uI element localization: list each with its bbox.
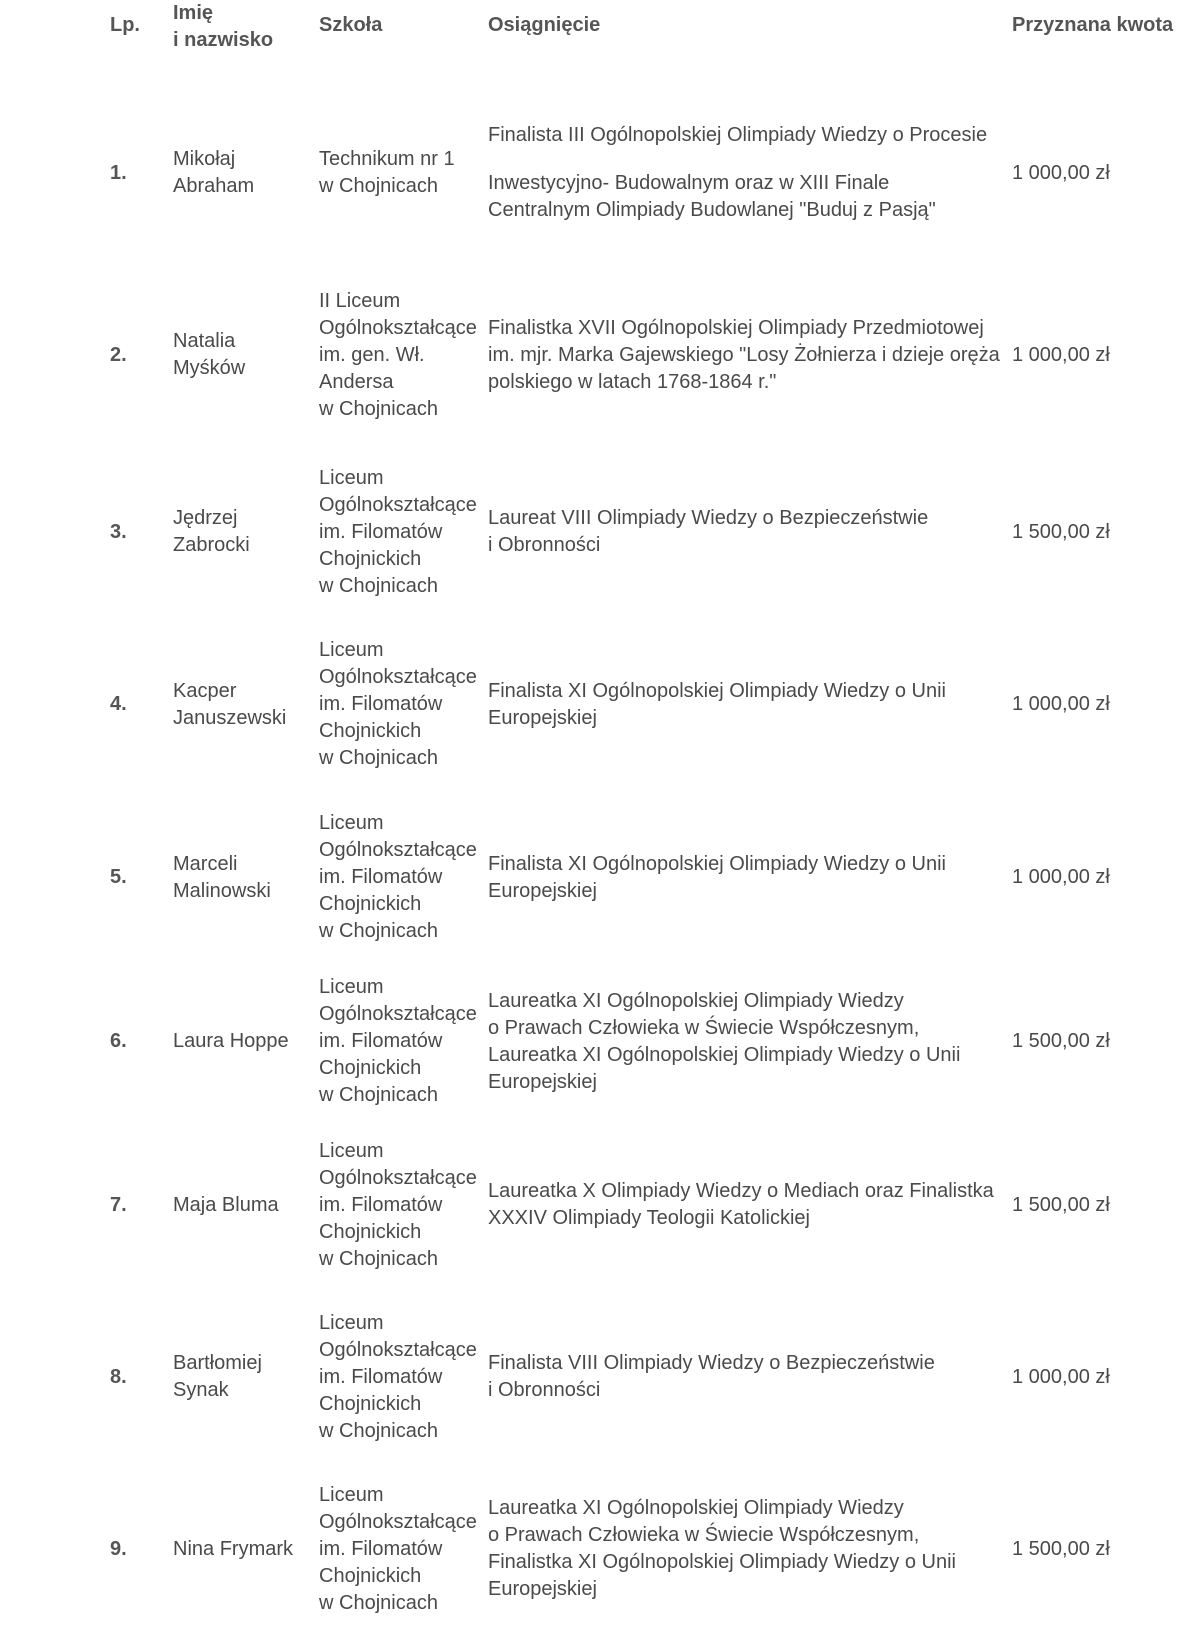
school-line: im. Filomatów	[319, 1030, 443, 1052]
school-line: im. Filomatów	[319, 693, 443, 715]
school	[313, 618, 482, 791]
achievement	[482, 1119, 1006, 1291]
achievement-line: Finalista XI Ogólnopolskiej Olimpiady Wiedzy o Unii	[488, 852, 946, 875]
student-name-line: Marceli	[173, 852, 238, 875]
table-header	[104, 0, 1176, 82]
student-name-line: Malinowski	[173, 879, 271, 902]
school-line: Technikum nr 1	[319, 148, 455, 170]
achievement-line: Finalista III Ogólnopolskiej Olimpiady Wiedzy o Procesie	[488, 124, 988, 146]
student-name	[167, 1463, 313, 1635]
school	[313, 1119, 482, 1291]
school-line: Ogólnokształcące	[319, 666, 477, 688]
school-line: w Chojnicach	[319, 175, 438, 197]
table-row	[104, 82, 1176, 264]
school-line: Chojnickich	[319, 1220, 422, 1243]
table-row	[104, 618, 1176, 791]
school	[313, 446, 482, 618]
achievement-line: Laureatka XI Ogólnopolskiej Olimpiady Wiedzy o Unii	[488, 1043, 961, 1066]
achievement	[482, 1463, 1006, 1635]
school-line: Ogólnokształcące	[319, 1003, 477, 1025]
student-name	[167, 1291, 313, 1463]
school-line: Chojnickich	[319, 720, 422, 742]
school-line: w Chojnicach	[319, 574, 438, 597]
school-line: Liceum	[319, 812, 384, 834]
awarded-amount: 1 500,00 zł	[1012, 1030, 1110, 1052]
student-name	[167, 1119, 313, 1291]
school-line: im. Filomatów	[319, 1193, 443, 1216]
student-name	[167, 446, 313, 618]
achievement-line: Laureatka XI Ogólnopolskiej Olimpiady Wiedzy	[488, 989, 904, 1012]
awarded-amount: 1 000,00 zł	[1012, 161, 1110, 184]
school-line: Liceum	[319, 639, 384, 661]
table-row	[104, 1119, 1176, 1291]
student-name-line: Synak	[173, 1379, 229, 1401]
school-line: Ogólnokształcące	[319, 1338, 477, 1361]
table-row	[104, 1291, 1176, 1463]
header-lp: Lp.	[110, 14, 140, 36]
row-number: 1.	[110, 161, 127, 184]
achievement-line: polskiego w latach 1768-1864 r."	[488, 370, 777, 393]
achievement	[482, 1291, 1006, 1463]
school-line: Ogólnokształcące	[319, 493, 477, 516]
school-line: Liceum	[319, 1139, 384, 1162]
achievement-line: XXXIV Olimpiady Teologii Katolickiej	[488, 1207, 811, 1229]
school-line: Chojnickich	[319, 1392, 422, 1415]
table-row	[104, 1463, 1176, 1635]
table-row	[104, 791, 1176, 964]
table-body	[104, 82, 1176, 1635]
student-name-line: Jędrzej	[173, 507, 238, 529]
achievement-line: Europejskiej	[488, 879, 597, 902]
achievement-line: Laureat VIII Olimpiady Wiedzy o Bezpieczeństwie	[488, 507, 929, 529]
school-line: im. gen. Wł.	[319, 343, 425, 366]
row-number: 3.	[110, 520, 127, 543]
school-line: Ogólnokształcące	[319, 316, 477, 339]
school-line: im. Filomatów	[319, 866, 443, 888]
school-line: Andersa	[319, 370, 394, 393]
achievement-line: Centralnym Olimpiady Budowlanej "Buduj z Pasją"	[488, 199, 936, 221]
student-name-line: Abraham	[173, 175, 255, 197]
school-line: w Chojnicach	[319, 1247, 438, 1270]
school-line: im. Filomatów	[319, 1365, 443, 1388]
school-line: Liceum	[319, 1311, 384, 1334]
student-name-line: Januszewski	[173, 706, 287, 729]
student-name	[167, 618, 313, 791]
awarded-amount: 1 500,00 zł	[1012, 1193, 1110, 1216]
row-number: 6.	[110, 1030, 127, 1052]
student-name-line: Natalia	[173, 330, 236, 352]
achievement-line: i Obronności	[488, 1379, 601, 1401]
awarded-amount: 1 000,00 zł	[1012, 343, 1110, 366]
achievement-line: im. mjr. Marka Gajewskiego "Losy Żołnierza i dzieje oręża	[488, 343, 1000, 366]
header-school: Szkoła	[319, 14, 383, 36]
school-line: II Liceum	[319, 289, 401, 312]
row-number: 5.	[110, 866, 127, 888]
school-line: Chojnickich	[319, 893, 422, 915]
achievement	[482, 618, 1006, 791]
school-line: Ogólnokształcące	[319, 1166, 477, 1189]
row-number: 8.	[110, 1365, 127, 1388]
school-line: w Chojnicach	[319, 747, 438, 769]
achievement	[482, 791, 1006, 964]
paragraph-gap	[488, 149, 1006, 170]
table-row	[104, 264, 1176, 446]
student-name-line: Mikołaj	[173, 148, 236, 170]
student-name-line: Kacper	[173, 679, 237, 702]
student-name-line: Nina Frymark	[173, 1537, 294, 1560]
achievement-line: Laureatka X Olimpiady Wiedzy o Mediach oraz Finalistka	[488, 1180, 994, 1202]
school-line: Chojnickich	[319, 1564, 422, 1587]
student-name	[167, 82, 313, 264]
student-name-line: Maja Bluma	[173, 1193, 279, 1216]
row-number: 2.	[110, 343, 127, 366]
awarded-amount: 1 500,00 zł	[1012, 1537, 1110, 1560]
school-line: w Chojnicach	[319, 920, 438, 942]
achievement	[482, 264, 1006, 446]
awarded-amount: 1 000,00 zł	[1012, 866, 1110, 888]
header-row	[104, 0, 1176, 82]
school-line: w Chojnicach	[319, 1084, 438, 1106]
header-achievement: Osiągnięcie	[488, 14, 601, 36]
school-line: im. Filomatów	[319, 1537, 443, 1560]
school-line: w Chojnicach	[319, 1419, 438, 1442]
school-line: Chojnickich	[319, 547, 422, 570]
achievement-line: Laureatka XI Ogólnopolskiej Olimpiady Wiedzy	[488, 1497, 904, 1519]
achievement	[482, 964, 1006, 1119]
achievement-line: i Obronności	[488, 534, 601, 556]
student-name-line: Myśków	[173, 357, 246, 379]
school-line: w Chojnicach	[319, 397, 438, 420]
student-name-line: Bartłomiej	[173, 1352, 262, 1374]
header-amount: Przyznana kwota	[1012, 14, 1174, 36]
row-number: 4.	[110, 693, 127, 715]
school-line: Liceum	[319, 976, 384, 998]
school	[313, 82, 482, 264]
school-line: Liceum	[319, 1483, 384, 1506]
table-row	[104, 964, 1176, 1119]
school	[313, 1291, 482, 1463]
achievement-line: Inwestycyjno- Budowalnym oraz w XIII Finale	[488, 172, 890, 194]
achievement-line: o Prawach Człowieka w Świecie Współczesnym,	[488, 1016, 920, 1039]
awarded-amount: 1 000,00 zł	[1012, 1365, 1110, 1388]
school	[313, 791, 482, 964]
school	[313, 964, 482, 1119]
student-name-line: Laura Hoppe	[173, 1030, 289, 1052]
scholarship-table	[104, 0, 1176, 1635]
school	[313, 264, 482, 446]
awarded-amount: 1 000,00 zł	[1012, 693, 1110, 715]
header-name-line1: Imię	[173, 2, 214, 24]
achievement-line: o Prawach Człowieka w Świecie Współczesnym,	[488, 1524, 920, 1546]
achievement-line: Europejskiej	[488, 706, 597, 729]
achievement	[482, 446, 1006, 618]
row-number: 7.	[110, 1193, 127, 1216]
student-name	[167, 264, 313, 446]
school-line: im. Filomatów	[319, 520, 443, 543]
school-line: Ogólnokształcące	[319, 839, 477, 861]
header-name-line2: i nazwisko	[173, 29, 274, 51]
school-line: Chojnickich	[319, 1057, 422, 1079]
achievement-line: Europejskiej	[488, 1070, 597, 1093]
school	[313, 1463, 482, 1635]
row-number: 9.	[110, 1537, 127, 1560]
header-name	[167, 0, 313, 82]
awarded-amount: 1 500,00 zł	[1012, 520, 1110, 543]
school-line: w Chojnicach	[319, 1591, 438, 1614]
table-row	[104, 446, 1176, 618]
school-line: Liceum	[319, 466, 384, 489]
achievement-line: Finalista XI Ogólnopolskiej Olimpiady Wiedzy o Unii	[488, 679, 946, 702]
achievement-line: Finalista VIII Olimpiady Wiedzy o Bezpieczeństwie	[488, 1352, 935, 1374]
achievement-line: Finalistka XI Ogólnopolskiej Olimpiady Wiedzy o Unii	[488, 1551, 956, 1573]
achievement-line: Europejskiej	[488, 1578, 597, 1600]
student-name	[167, 791, 313, 964]
student-name	[167, 964, 313, 1119]
student-name-line: Zabrocki	[173, 534, 250, 556]
achievement-line: Finalistka XVII Ogólnopolskiej Olimpiady Przedmiotowej	[488, 316, 984, 339]
school-line: Ogólnokształcące	[319, 1510, 477, 1533]
achievement	[482, 82, 1006, 264]
